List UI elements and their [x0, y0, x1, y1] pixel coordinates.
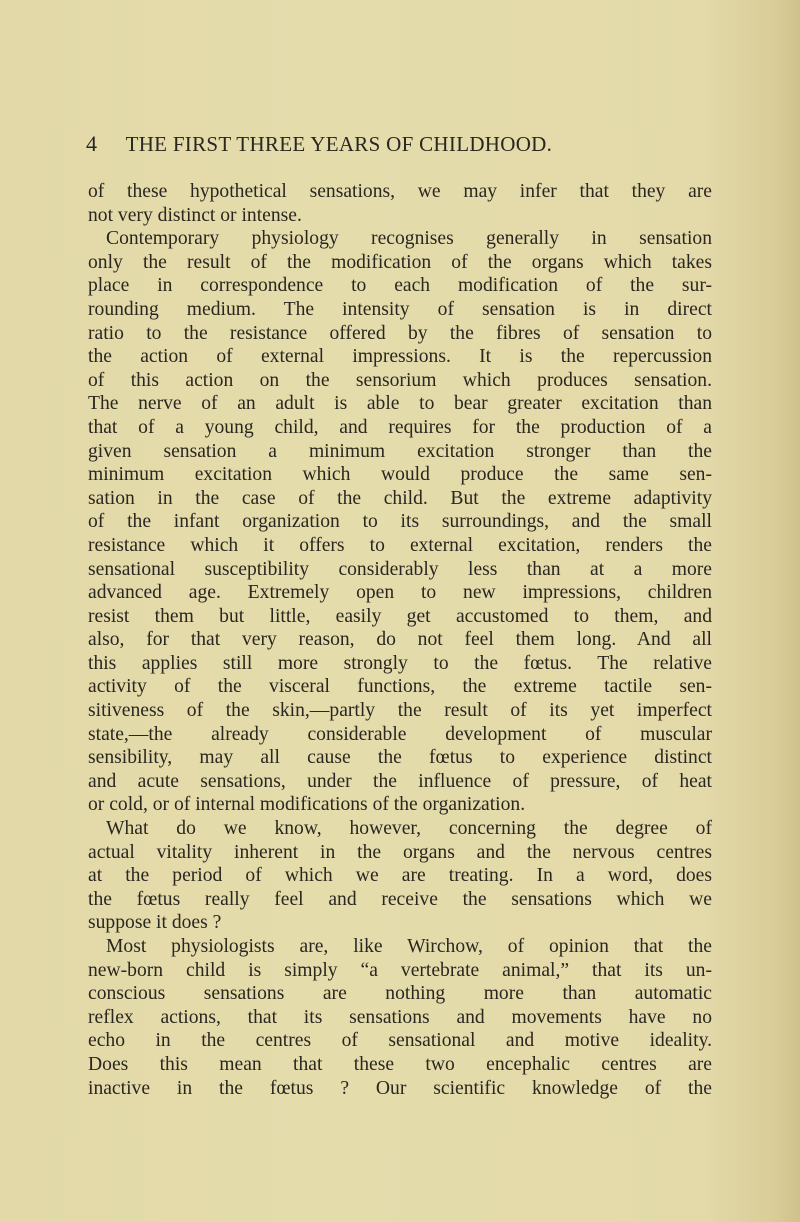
text-line: place in correspondence to each modification of the sur-	[88, 275, 712, 297]
text-line: rounding medium. The intensity of sensation is in direct	[88, 298, 712, 320]
text-line: Does this mean that these two encephalic centres are	[88, 1053, 712, 1075]
text-line: state,—the already considerable development of muscular	[88, 723, 712, 745]
text-line: sitiveness of the skin,—partly the result of its yet imperfect	[88, 700, 712, 722]
text-line: conscious sensations are nothing more than automatic	[88, 983, 712, 1005]
text-line: suppose it does ?	[88, 912, 222, 934]
text-line: What do we know, however, concerning the degree of	[106, 818, 712, 840]
text-line: given sensation a minimum excitation stronger than the	[88, 440, 712, 462]
text-line: the fœtus really feel and receive the sensations which we	[88, 888, 712, 910]
text-line: activity of the visceral functions, the extreme tactile sen-	[88, 676, 712, 698]
text-line: The nerve of an adult is able to bear greater excitation than	[88, 393, 712, 415]
text-line: new-born child is simply “a vertebrate animal,” that its un-	[88, 959, 712, 981]
text-line: of the infant organization to its surroundings, and the small	[88, 511, 712, 533]
text-line: reflex actions, that its sensations and movements have no	[88, 1006, 712, 1028]
text-line: that of a young child, and requires for the production of a	[88, 416, 712, 438]
text-line: not very distinct or intense.	[88, 204, 302, 226]
text-line: resistance which it offers to external excitation, renders the	[88, 534, 712, 556]
text-line: also, for that very reason, do not feel them long. And all	[88, 629, 712, 651]
page-number: 4	[86, 131, 98, 156]
text-line: sation in the case of the child. But the extreme adaptivity	[88, 487, 712, 509]
text-line: the action of external impressions. It is the repercussion	[88, 346, 712, 368]
text-line: this applies still more strongly to the fœtus. The relative	[88, 652, 712, 674]
text-line: inactive in the fœtus ? Our scientific knowledge of the	[88, 1077, 712, 1099]
text-line: only the result of the modification of the organs which takes	[88, 251, 712, 273]
text-line: sensational susceptibility considerably less than at a more	[88, 558, 712, 580]
body-text	[88, 180, 712, 1100]
text-line: or cold, or of internal modifications of the organization.	[88, 794, 526, 816]
text-line: actual vitality inherent in the organs and the nervous centres	[88, 841, 712, 863]
text-line: and acute sensations, under the influence of pressure, of heat	[88, 770, 712, 792]
text-line: Contemporary physiology recognises generally in sensation	[106, 228, 712, 250]
running-header	[86, 131, 726, 157]
text-line: Most physiologists are, like Wirchow, of opinion that the	[106, 936, 712, 957]
text-line: echo in the centres of sensational and motive ideality.	[88, 1030, 712, 1052]
text-line: minimum excitation which would produce the same sen-	[88, 464, 712, 486]
text-line: advanced age. Extremely open to new impressions, children	[88, 582, 712, 604]
text-line: sensibility, may all cause the fœtus to experience distinct	[88, 747, 712, 769]
text-line: of these hypothetical sensations, we may infer that they are	[88, 181, 712, 202]
text-line: of this action on the sensorium which produces sensation.	[88, 369, 712, 391]
text-line: at the period of which we are treating. In a word, does	[88, 865, 712, 887]
text-line: ratio to the resistance offered by the fibres of sensation to	[88, 322, 712, 344]
text-line: resist them but little, easily get accustomed to them, and	[88, 605, 712, 627]
running-title: THE FIRST THREE YEARS OF CHILDHOOD.	[125, 132, 553, 156]
